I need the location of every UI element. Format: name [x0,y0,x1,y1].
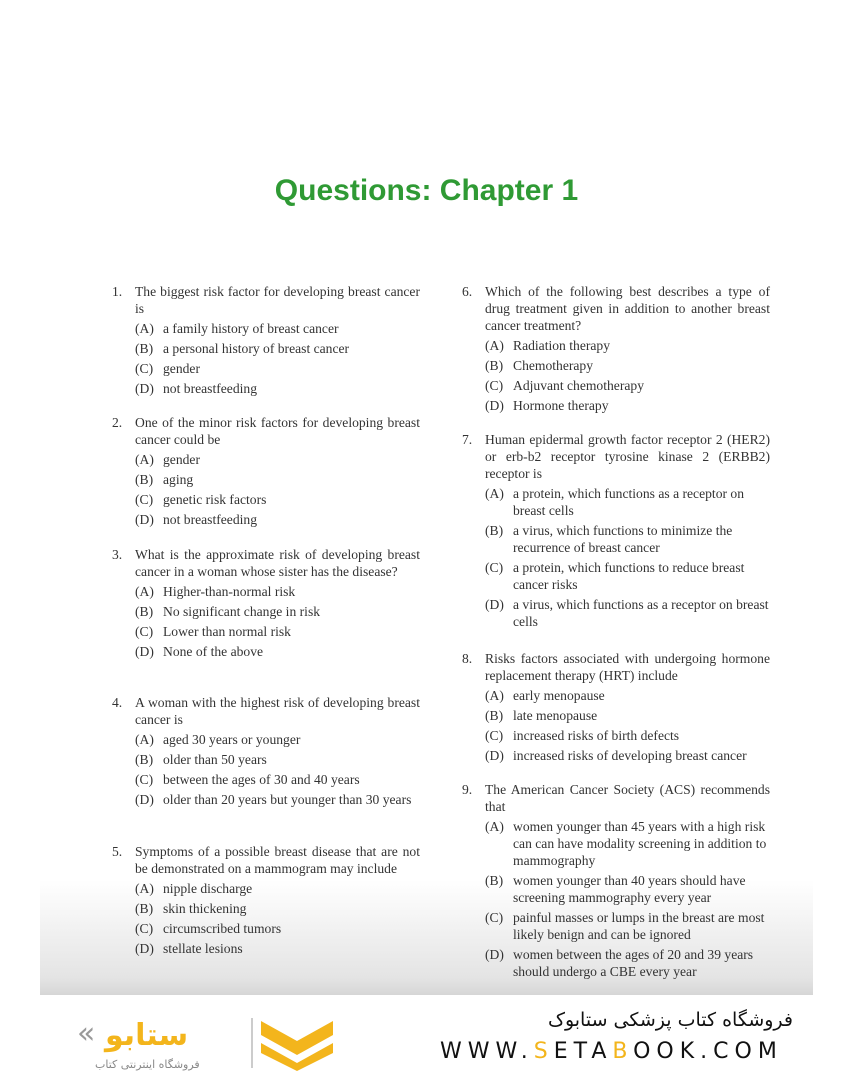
question-stem: One of the minor risk factors for developing breast cancer could be [135,415,420,447]
answer-option [485,522,770,556]
answer-option [485,727,770,744]
question-number: 4. [112,695,123,710]
question-stem: Risks factors associated with undergoing hormone replacement therapy (HRT) include [485,651,770,683]
answer-option [135,471,420,488]
answer-option [135,340,420,357]
option-label: (C) [485,378,504,393]
answer-option [485,559,770,593]
option-text: not breastfeeding [163,512,257,527]
question [112,843,420,960]
option-label: (A) [485,688,504,703]
store-name: فروشگاه کتاب پزشکی ستابوک [547,1009,793,1031]
option-label: (C) [135,921,154,936]
answer-option [485,596,770,630]
footer-banner [0,995,853,1080]
question-stem: What is the approximate risk of developing breast cancer in a woman whose sister has the disease? [135,547,420,579]
option-label: (A) [135,584,154,599]
option-text: women younger than 45 years with a high risk can can have modality screening in addition to mammography [513,819,767,868]
option-text: None of the above [163,644,264,659]
option-label: (D) [135,381,154,396]
option-label: (D) [135,941,154,956]
answer-option [485,946,770,980]
option-text: skin thickening [163,901,247,916]
option-list [135,320,420,397]
answer-option [135,940,420,957]
url-part: B [612,1039,634,1064]
question-number: 7. [462,432,473,447]
answer-option [135,380,420,397]
option-text: older than 20 years but younger than 30 years [163,792,412,807]
option-text: increased risks of developing breast cancer [513,748,747,763]
question-number: 2. [112,415,123,430]
answer-option [485,747,770,764]
option-list [135,880,420,957]
option-label: (A) [485,819,504,834]
answer-option [485,818,770,869]
url-part: ETA [553,1039,613,1064]
option-label: (C) [485,910,504,925]
question-stem: Symptoms of a possible breast disease that are not be demonstrated on a mammogram may include [135,844,420,876]
option-text: a protein, which functions to reduce breast cancer risks [513,560,745,592]
answer-option [135,880,420,897]
question-number: 8. [462,651,473,666]
option-label: (A) [135,881,154,896]
option-label: (C) [135,361,154,376]
option-text: older than 50 years [163,752,267,767]
answer-option [485,485,770,519]
option-text: circumscribed tumors [163,921,282,936]
option-text: aged 30 years or younger [163,732,301,747]
answer-option [135,583,420,600]
question-number: 1. [112,284,123,299]
option-label: (D) [485,398,504,413]
answer-option [485,687,770,704]
option-list [485,687,770,764]
question [462,431,770,633]
option-text: painful masses or lumps in the breast are most likely benign and can be ignored [513,910,765,942]
option-label: (C) [135,492,154,507]
answer-option [135,451,420,468]
question [462,650,770,767]
option-label: (A) [135,321,154,336]
answer-option [135,771,420,788]
option-text: early menopause [513,688,605,703]
url-part: WWW. [440,1039,534,1064]
question-stem: Which of the following best describes a type of drug treatment given in addition to another breast cancer treatment? [485,284,770,333]
option-text: gender [163,452,200,467]
option-label: (B) [485,873,504,888]
answer-option [135,603,420,620]
option-label: (C) [485,560,504,575]
option-list [485,485,770,630]
option-label: (B) [135,472,154,487]
answer-option [485,872,770,906]
question [112,414,420,531]
option-label: (D) [485,947,504,962]
option-label: (C) [135,624,154,639]
question-stem: The American Cancer Society (ACS) recommends that [485,782,770,814]
answer-option [135,491,420,508]
answer-option [135,731,420,748]
option-text: Adjuvant chemotherapy [513,378,644,393]
option-text: nipple discharge [163,881,253,896]
answer-option [485,337,770,354]
option-list [485,337,770,414]
option-list [135,451,420,528]
option-label: (B) [135,752,154,767]
option-label: (D) [485,597,504,612]
option-list [135,583,420,660]
option-text: between the ages of 30 and 40 years [163,772,360,787]
answer-option [485,377,770,394]
answer-option [135,751,420,768]
question-stem: Human epidermal growth factor receptor 2 (HER2) or erb-b2 receptor tyrosine kinase 2 (ERBB2) receptor is [485,432,770,481]
option-text: not breastfeeding [163,381,257,396]
option-list [485,818,770,980]
page-title: Questions: Chapter 1 [274,174,579,207]
answer-option [135,791,420,808]
option-label: (D) [135,644,154,659]
question-number: 6. [462,284,473,299]
option-label: (B) [485,358,504,373]
option-list [135,731,420,808]
option-text: a personal history of breast cancer [163,341,350,356]
option-label: (B) [485,523,504,538]
answer-option [485,909,770,943]
question [112,546,420,663]
setabook-logo [75,1013,340,1078]
option-label: (C) [485,728,504,743]
option-text: Higher-than-normal risk [163,584,296,599]
option-label: (A) [135,732,154,747]
question-number: 9. [462,782,473,797]
answer-option [485,397,770,414]
option-text: late menopause [513,708,598,723]
answer-option [135,920,420,937]
option-label: (D) [485,748,504,763]
question-number: 3. [112,547,123,562]
option-label: (B) [135,604,154,619]
option-text: a virus, which functions to minimize the recurrence of breast cancer [513,523,733,555]
option-text: a protein, which functions as a receptor on breast cells [513,486,745,518]
option-label: (C) [135,772,154,787]
option-label: (D) [135,792,154,807]
option-text: Hormone therapy [513,398,609,413]
question-stem: A woman with the highest risk of developing breast cancer is [135,695,420,727]
url-part: S [533,1039,554,1064]
svg-text:ستابو: ستابو [105,1018,189,1053]
question [462,283,770,417]
question-number: 5. [112,844,123,859]
option-label: (B) [135,341,154,356]
option-text: gender [163,361,200,376]
answer-option [135,360,420,377]
option-text: increased risks of birth defects [513,728,680,743]
option-text: stellate lesions [163,941,243,956]
option-label: (B) [135,901,154,916]
answer-option [485,707,770,724]
option-label: (A) [135,452,154,467]
option-text: Radiation therapy [513,338,611,353]
option-label: (A) [485,486,504,501]
option-label: (D) [135,512,154,527]
svg-text:«: « [77,1016,96,1051]
option-text: a family history of breast cancer [163,321,339,336]
option-text: genetic risk factors [163,492,267,507]
option-label: (A) [485,338,504,353]
option-text: Chemotherapy [513,358,594,373]
answer-option [135,643,420,660]
answer-option [485,357,770,374]
answer-option [135,511,420,528]
question [112,283,420,400]
svg-text:فروشگاه اینترنتی کتاب: فروشگاه اینترنتی کتاب [95,1058,200,1071]
answer-option [135,623,420,640]
answer-option [135,900,420,917]
url-part: OOK.COM [633,1039,783,1064]
question-stem: The biggest risk factor for developing breast cancer is [135,284,420,316]
option-text: No significant change in risk [163,604,321,619]
question [462,781,770,983]
option-text: women between the ages of 20 and 39 years should undergo a CBE every year [513,947,754,979]
option-text: Lower than normal risk [163,624,291,639]
answer-option [135,320,420,337]
option-text: a virus, which functions as a receptor on breast cells [513,597,769,629]
option-label: (B) [485,708,504,723]
option-text: aging [163,472,194,487]
option-text: women younger than 40 years should have screening mammography every year [513,873,746,905]
question [112,694,420,811]
store-url[interactable] [440,1039,783,1064]
